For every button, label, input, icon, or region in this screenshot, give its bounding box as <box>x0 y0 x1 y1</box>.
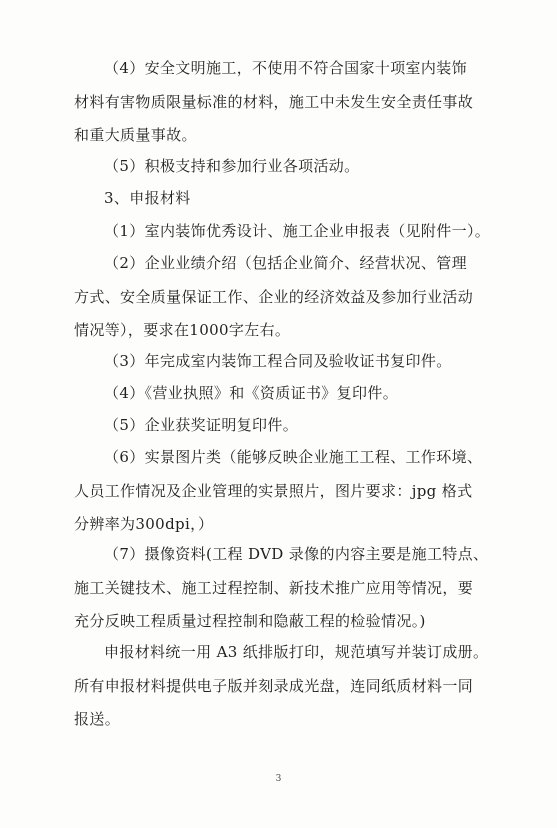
text-line: 所有申报材料提供电子版并刻录成光盘，连同纸质材料一同 <box>74 676 474 695</box>
paragraph-application-form <box>0 215 557 249</box>
page-number: 3 <box>275 774 282 784</box>
paragraph-contracts <box>0 345 557 379</box>
text-line: 施工关键技术、施工过程控制、新技术推广应用等情况，要 <box>74 578 474 597</box>
text-line: （2）企业业绩介绍（包括企业简介、经营状况、管理 <box>104 254 467 272</box>
text-line: （1）室内装饰优秀设计、施工企业申报表（见附件一）。 <box>104 222 491 240</box>
paragraph-company-performance <box>0 247 557 348</box>
text-line: （3）年完成室内装饰工程合同及验收证书复印件。 <box>104 352 452 370</box>
section-heading-text: 3、申报材料 <box>104 189 191 207</box>
paragraph-submission <box>0 636 557 737</box>
text-line: （5）企业获奖证明复印件。 <box>104 416 299 434</box>
text-line: 充分反映工程质量过程控制和隐蔽工程的检验情况。) <box>74 612 426 630</box>
paragraph-photos <box>0 441 557 542</box>
paragraph-industry-activities <box>0 150 557 184</box>
section-heading <box>0 182 557 216</box>
text-line: （7）摄像资料(工程 DVD 录像的内容主要是施工特点、 <box>104 545 489 563</box>
text-line: 分辨率为300dpi，） <box>74 515 214 533</box>
text-line: 申报材料统一用 A3 纸排版打印，规范填写并装订成册。 <box>104 643 489 661</box>
text-line: （4）《营业执照》和《资质证书》复印件。 <box>104 384 399 402</box>
text-line: 情况等），要求在1000字左右。 <box>74 321 291 339</box>
paragraph-safety-construction <box>0 52 557 153</box>
text-line: 方式、安全质量保证工作、企业的经济效益及参加行业活动 <box>74 287 474 306</box>
paragraph-video <box>0 538 557 639</box>
text-line: （6）实景图片类（能够反映企业施工工程、工作环境、 <box>104 448 483 466</box>
text-line: 材料有害物质限量标准的材料，施工中未发生安全责任事故 <box>74 92 474 111</box>
text-line: （4）安全文明施工，不使用不符合国家十项室内装饰 <box>104 59 467 77</box>
paragraph-awards <box>0 409 557 443</box>
text-line: 人员工作情况及企业管理的实景照片，图片要求：jpg 格式 <box>74 481 473 500</box>
paragraph-licenses <box>0 377 557 411</box>
text-line: （5）积极支持和参加行业各项活动。 <box>104 157 360 175</box>
text-line: 和重大质量事故。 <box>74 126 197 144</box>
text-line: 报送。 <box>74 710 121 728</box>
